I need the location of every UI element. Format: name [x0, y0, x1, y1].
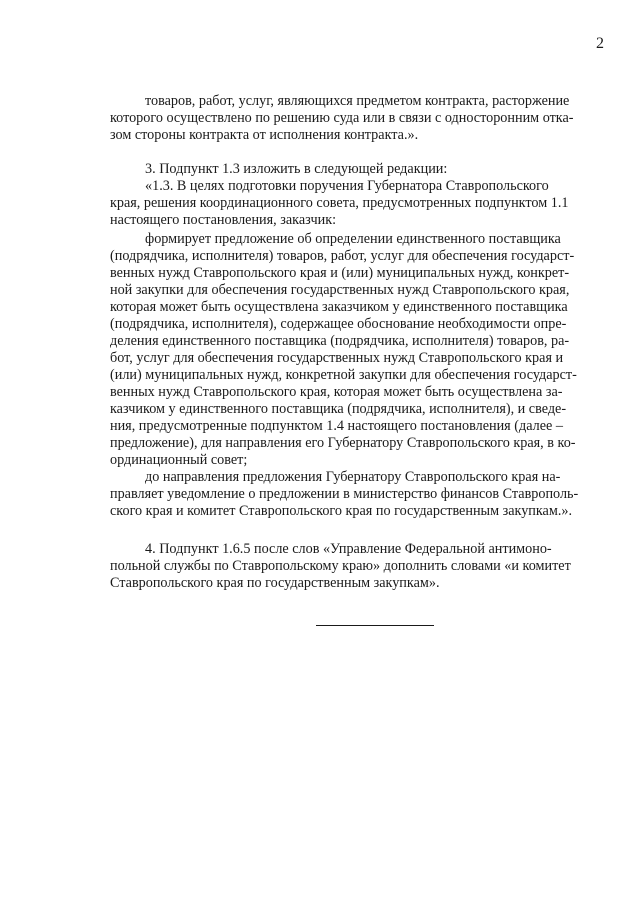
text-line: (подрядчика, исполнителя), содержащее обоснование необходимости опре- [110, 316, 567, 332]
text-line: венных нужд Ставропольского края и (или) муниципальных нужд, конкрет- [110, 265, 570, 281]
text-line: зом стороны контракта от исполнения контракта.». [110, 127, 419, 143]
text-line: ния, предусмотренные подпунктом 1.4 настоящего постановления (далее – [110, 418, 563, 434]
text-line: ординационный совет; [110, 452, 248, 468]
text-line: «1.3. В целях подготовки поручения Губернатора Ставропольского [145, 178, 549, 194]
text-line: которая может быть осуществлена заказчиком у единственного поставщика [110, 299, 568, 315]
text-line: которого осуществлено по решению суда или в связи с односторонним отка- [110, 110, 574, 126]
text-line: формирует предложение об определении единственного поставщика [145, 231, 561, 247]
text-line: бот, услуг для обеспечения государственных нужд Ставропольского края и [110, 350, 564, 366]
text-line: края, решения координационного совета, предусмотренных подпунктом 1.1 [110, 195, 569, 211]
separator-line [316, 625, 434, 626]
text-line: ной закупки для обеспечения государственных нужд Ставропольского края, [110, 282, 570, 298]
text-line: 4. Подпункт 1.6.5 после слов «Управление Федеральной антимоно- [145, 541, 552, 557]
text-line: казчиком у единственного поставщика (подрядчика, исполнителя), и сведе- [110, 401, 567, 417]
text-line: 3. Подпункт 1.3 изложить в следующей редакции: [145, 161, 448, 177]
text-line: до направления предложения Губернатору Ставропольского края на- [145, 469, 561, 485]
text-line: предложение), для направления его Губернатору Ставропольского края, в ко- [110, 435, 576, 451]
text-line: правляет уведомление о предложении в министерство финансов Ставрополь- [110, 486, 579, 502]
text-line: польной службы по Ставропольскому краю» дополнить словами «и комитет [110, 558, 571, 574]
text-line: деления единственного поставщика (подрядчика, исполнителя) товаров, ра- [110, 333, 570, 349]
text-line: венных нужд Ставропольского края, которая может быть осуществлена за- [110, 384, 563, 400]
text-line: товаров, работ, услуг, являющихся предметом контракта, расторжение [145, 93, 570, 109]
text-line: (подрядчика, исполнителя) товаров, работ, услуг для обеспечения государст- [110, 248, 575, 264]
page-number: 2 [596, 35, 604, 52]
text-line: Ставропольского края по государственным закупкам». [110, 575, 440, 591]
text-line: (или) муниципальных нужд, конкретной закупки для обеспечения государст- [110, 367, 577, 383]
text-line: настоящего постановления, заказчик: [110, 212, 337, 228]
text-line: ского края и комитет Ставропольского края по государственным закупкам.». [110, 503, 573, 519]
